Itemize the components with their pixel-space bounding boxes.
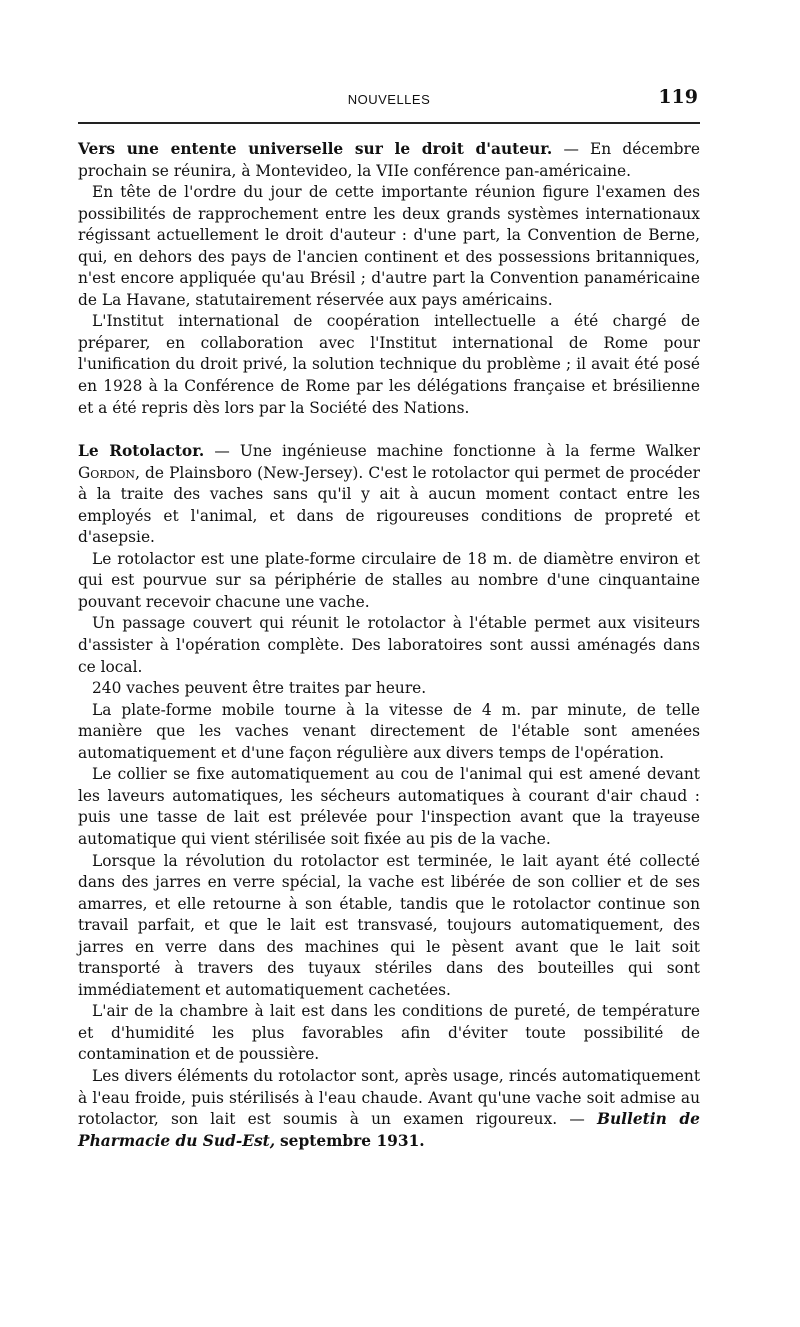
paragraph: Lorsque la révolution du rotolactor est terminée, le lait ayant été collecté dans des jarres en verre spécial, la vache est libérée de son collier et de ses amarres, et elle retourne à son étable, tandis que le rotolactor continue son travail parfait, et que le lait est transvasé, toujours automatiquement, des jarres en verre dans des machines qui le pèsent avant que le lait soit transporté à travers des tuyaux stériles dans des bouteilles qui sont immédiatement et automatiquement cachetées. [78, 851, 700, 999]
running-head: NOUVELLES [347, 92, 431, 107]
paragraph [78, 441, 700, 549]
paragraph: L'Institut international de coopération intellectuelle a été chargé de préparer, en collaboration avec l'Institut international de Rome pour l'unification du droit privé, la solution technique du problème ; il avait été posé en 1928 à la Conférence de Rome par les délégations française et brésilienne et a été repris dès lors par la Société des Nations. [78, 312, 700, 417]
paragraph [78, 1066, 700, 1152]
paragraph: Le collier se fixe automatiquement au cou de l'animal qui est amené devant les laveurs automatiques, les sécheurs automatiques à courant d'air chaud : puis une tasse de lait est prélevée pour l'inspection avant que la trayeuse automatique qui vient stérilisée soit fixée au pis de la vache. [78, 765, 700, 848]
article-separator [78, 419, 700, 441]
paragraph: En tête de l'ordre du jour de cette importante réunion figure l'examen des possibilités de rapprochement entre les deux grands systèmes internationaux régissant actuellement le droit d'auteur : d'une part, la Convention de Berne, qui, en dehors des pays de l'ancien continent et des possessions britanniques, n'est encore appliquée qu'au Brésil ; d'autre part la Convention panaméricaine de La Havane, statutairement réservée aux pays américains. [78, 183, 700, 309]
header-rule [78, 122, 700, 124]
source-date: septembre 1931. [280, 1131, 425, 1150]
article-title: Le Rotolactor. [78, 442, 205, 461]
paragraph: L'air de la chambre à lait est dans les conditions de pureté, de température et d'humidité les plus favorables afin d'éviter toute possibilité de contamination et de poussière. [78, 1002, 700, 1064]
paragraph-text: — En décembre prochain se réunira, à Montevideo, la VIIe conférence pan-américaine. [78, 140, 700, 180]
article-title: Vers une entente universelle sur le droit d'auteur. [78, 140, 553, 158]
paragraph: Un passage couvert qui réunit le rotolactor à l'étable permet aux visiteurs d'assister à l'opération complète. Des laboratoires sont aussi aménagés dans ce local. [78, 614, 700, 676]
article-body [78, 139, 700, 1152]
paragraph: La plate-forme mobile tourne à la vitesse de 4 m. par minute, de telle manière que les vaches venant directement de l'étable sont amenées automatiquement et d'une façon régulière aux divers temps de l'opération. [78, 700, 700, 762]
person-name: Gordon [78, 463, 136, 482]
page-header [78, 86, 700, 116]
paragraph-text: — Une ingénieuse machine fonctionne à la ferme Walker [214, 442, 700, 461]
source-citation: Bulletin de Pharmacie du Sud-Est, [78, 1110, 700, 1150]
paragraph-text: , de Plainsboro (New-Jersey). C'est le rotolactor qui permet de procéder à la traite des vaches sans qu'il y ait à aucun moment contact entre les employés et l'animal, et dans de rigoureuses conditions de propreté et d'asepsie. [78, 463, 700, 547]
paragraph [78, 139, 700, 182]
paragraph: 240 vaches peuvent être traites par heure. [92, 679, 427, 698]
page-number: 119 [658, 86, 698, 108]
paragraph-text: Les divers éléments du rotolactor sont, après usage, rincés automatiquement à l'eau froide, puis stérilisés à l'eau chaude. Avant qu'une vache soit admise au rotolactor, son lait est soumis à un examen rigoureux. — [78, 1066, 700, 1129]
paragraph: Le rotolactor est une plate-forme circulaire de 18 m. de diamètre environ et qui est pourvue sur sa périphérie de stalles au nombre d'une cinquantaine pouvant recevoir chacune une vache. [78, 549, 700, 611]
